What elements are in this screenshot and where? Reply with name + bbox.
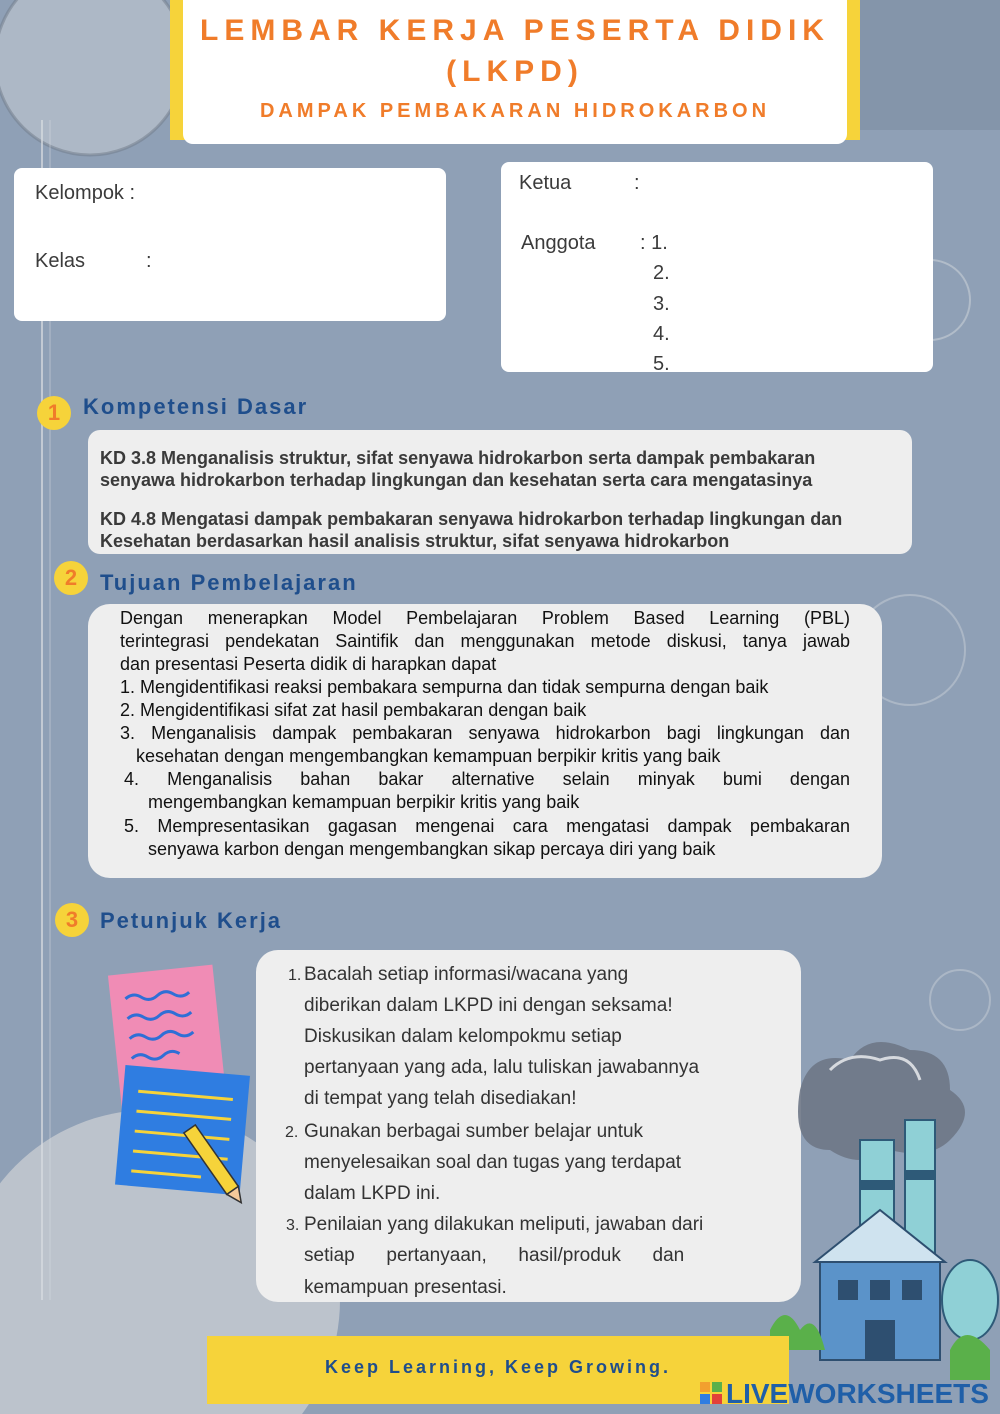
- tujuan-intro-line: terintegrasi pendekatan Saintifik dan menggunakan metode diskusi, tanya jawab: [120, 631, 850, 651]
- anggota-number: 4.: [653, 323, 670, 345]
- tujuan-pembelajaran-title: Tujuan Pembelajaran: [100, 570, 358, 595]
- anggota-number: 3.: [653, 293, 670, 315]
- petunjuk-step-line: kemampuan presentasi.: [304, 1277, 507, 1298]
- kompetensi-dasar-title: Kompetensi Dasar: [83, 394, 309, 419]
- tujuan-intro-line: Dengan menerapkan Model Pembelajaran Problem Based Learning (PBL): [120, 608, 850, 628]
- ketua-label: Ketua: [519, 172, 572, 194]
- kd-4-8-line: KD 4.8 Mengatasi dampak pembakaran senyawa hidrokarbon terhadap lingkungan dan: [100, 509, 843, 529]
- tujuan-item: 5. Mempresentasikan gagasan mengenai cara mengatasi dampak pembakaran: [124, 816, 850, 836]
- ketua-colon: :: [634, 172, 640, 194]
- section-number-badge: 3: [55, 903, 89, 937]
- footer-motto: Keep Learning, Keep Growing.: [324, 1357, 672, 1377]
- factory-illustration: [760, 1030, 1000, 1380]
- notes-illustration: [105, 960, 255, 1210]
- petunjuk-step-line: setiap pertanyaan, hasil/produk dan: [304, 1245, 685, 1266]
- petunjuk-step-line: di tempat yang telah disediakan!: [304, 1088, 577, 1109]
- petunjuk-step-line: menyelesaikan soal dan tugas yang terdapat: [304, 1152, 682, 1173]
- petunjuk-step-line: dalam LKPD ini.: [304, 1183, 441, 1204]
- kd-3-8-line: senyawa hidrokarbon terhadap lingkungan dan kesehatan serta cara mengatasinya: [100, 470, 813, 490]
- kelompok-label: Kelompok :: [35, 182, 136, 204]
- kd-4-8-line: Kesehatan berdasarkan hasil analisis struktur, sifat senyawa hidrokarbon: [100, 531, 730, 551]
- petunjuk-step-line: Gunakan berbagai sumber belajar untuk: [304, 1121, 644, 1142]
- section-number-badge: 1: [37, 396, 71, 430]
- kelas-colon: :: [146, 250, 152, 272]
- worksheet-title-abbr: (LKPD): [446, 55, 584, 88]
- liveworksheets-logo-icon: [700, 1382, 722, 1404]
- section-number-badge: 2: [54, 561, 88, 595]
- petunjuk-step-number: 3.: [286, 1217, 300, 1234]
- petunjuk-step-number: 2.: [285, 1124, 299, 1141]
- tujuan-item-cont: senyawa karbon dengan mengembangkan sikap percaya diri yang baik: [148, 839, 716, 859]
- petunjuk-step-number: 1.: [288, 967, 302, 984]
- tujuan-item: 2. Mengidentifikasi sifat zat hasil pembakaran dengan baik: [120, 700, 587, 720]
- worksheet-title: LEMBAR KERJA PESERTA DIDIK: [200, 14, 830, 47]
- kelas-label: Kelas: [35, 250, 86, 272]
- tujuan-item: 3. Menganalisis dampak pembakaran senyawa hidrokarbon bagi lingkungan dan: [120, 723, 850, 743]
- tujuan-item-cont: mengembangkan kemampuan berpikir kritis yang baik: [148, 792, 580, 812]
- petunjuk-step-line: Diskusikan dalam kelompokmu setiap: [304, 1026, 622, 1047]
- petunjuk-step-line: diberikan dalam LKPD ini dengan seksama!: [304, 995, 673, 1016]
- tujuan-item: 1. Mengidentifikasi reaksi pembakara sempurna dan tidak sempurna dengan baik: [120, 677, 769, 697]
- petunjuk-kerja-title: Petunjuk Kerja: [100, 908, 283, 933]
- tujuan-intro-line: dan presentasi Peserta didik di harapkan dapat: [120, 654, 497, 674]
- anggota-colon: : 1.: [640, 232, 668, 254]
- worksheet-subtitle: DAMPAK PEMBAKARAN HIDROKARBON: [259, 100, 771, 122]
- anggota-number: 2.: [653, 262, 670, 284]
- petunjuk-step-line: Bacalah setiap informasi/wacana yang: [304, 964, 629, 985]
- petunjuk-step-line: Penilaian yang dilakukan meliputi, jawaban dari: [304, 1214, 704, 1235]
- petunjuk-step-line: pertanyaan yang ada, lalu tuliskan jawabannya: [304, 1057, 700, 1078]
- anggota-label: Anggota: [521, 232, 596, 254]
- anggota-number: 5.: [653, 353, 670, 375]
- tujuan-item: 4. Menganalisis bahan bakar alternative selain minyak bumi dengan: [124, 769, 850, 789]
- tujuan-item-cont: kesehatan dengan mengembangkan kemampuan berpikir kritis yang baik: [136, 746, 721, 766]
- kd-3-8-line: KD 3.8 Menganalisis struktur, sifat senyawa hidrokarbon serta dampak pembakaran: [100, 448, 816, 468]
- liveworksheets-brand[interactable]: LIVEWORKSHEETS: [726, 1378, 989, 1409]
